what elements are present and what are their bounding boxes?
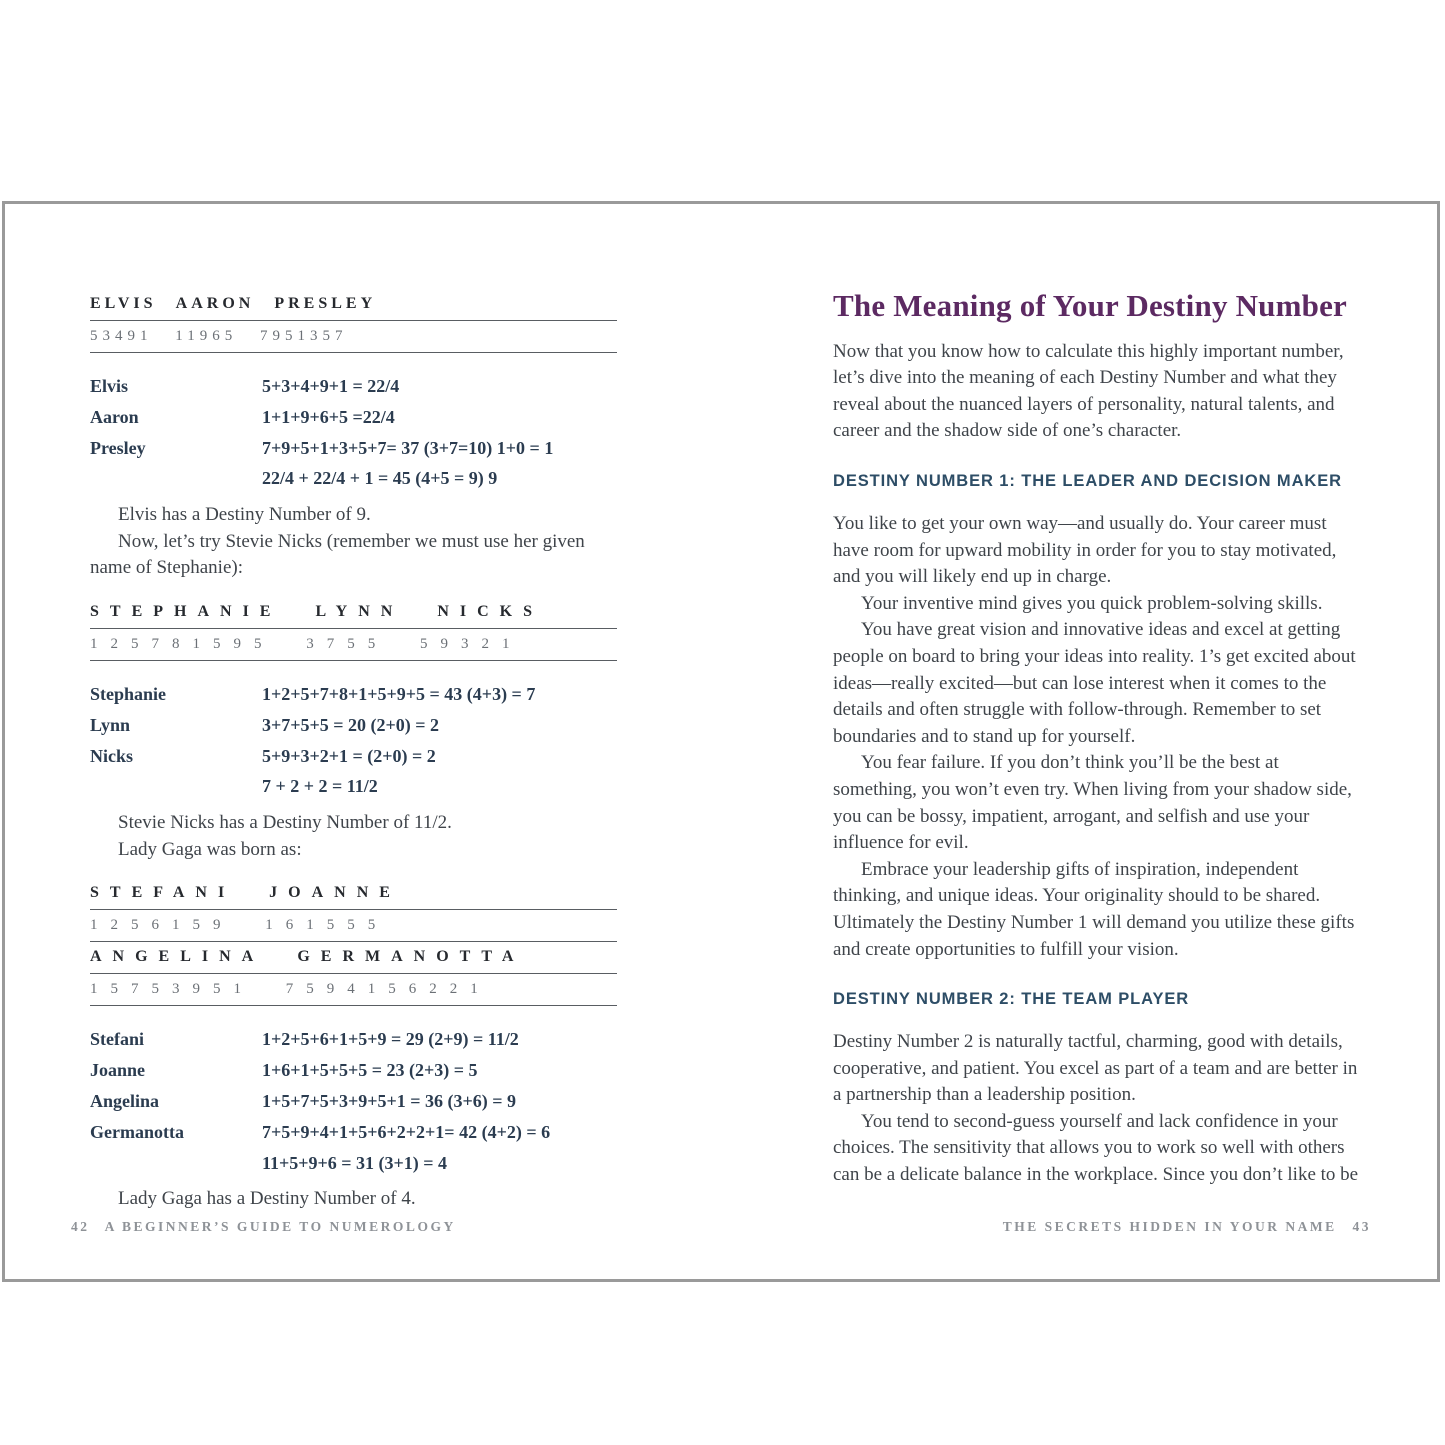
calc-name: Germanotta [90, 1121, 184, 1142]
calc-expression: 7+5+9+4+1+5+6+2+2+1= 42 (4+2) = 6 [262, 1121, 551, 1142]
grid-digits-elvis: 53491 11965 7951357 [90, 321, 617, 353]
calc-row [90, 747, 617, 767]
calc-expression: 1+5+7+5+3+9+5+1 = 36 (3+6) = 9 [262, 1090, 517, 1111]
calc-expression: 5+9+3+2+1 = (2+0) = 2 [262, 745, 436, 766]
grid-letters-angelina: ANGELINA GERMANOTTA [90, 948, 617, 974]
page-number-right: 43 [1352, 1219, 1371, 1234]
calc-name: Aaron [90, 406, 139, 427]
body-paragraph: You fear failure. If you don’t think you’ll be the best at something, you won’t even try. When living from your shadow side, you can be bossy, impatient, arrogant, and selfish and use your influence for evil. [833, 752, 1352, 854]
spacer [90, 582, 617, 603]
letter-number-grid-angelina [90, 948, 617, 1006]
calc-row [90, 469, 617, 489]
calc-row [90, 685, 617, 705]
calc-expression: 3+7+5+5 = 20 (2+0) = 2 [262, 714, 440, 735]
calc-expression: 1+2+5+6+1+5+9 = 29 (2+9) = 11/2 [262, 1029, 519, 1050]
letter-number-grid-elvis [90, 295, 617, 353]
calc-expression: 11+5+9+6 = 31 (3+1) = 4 [262, 1152, 448, 1173]
page-number-left: 42 [71, 1219, 90, 1234]
calc-name: Angelina [90, 1090, 160, 1111]
grid-letters-stefani: STEFANI JOANNE [90, 884, 617, 910]
calc-row [90, 1123, 617, 1143]
calc-expression: 7+9+5+1+3+5+7= 37 (3+7=10) 1+0 = 1 [262, 437, 554, 458]
grid-digits-angelina: 15753951 7594156221 [90, 974, 617, 1006]
calc-row [90, 377, 617, 397]
calc-expression: 1+1+9+6+5 =22/4 [262, 406, 395, 427]
letter-number-grid-stephanie [90, 603, 617, 661]
book-title-running-head: A BEGINNER’S GUIDE TO NUMEROLOGY [104, 1219, 456, 1234]
section-heading-destiny-2: DESTINY NUMBER 2: THE TEAM PLAYER [833, 990, 1190, 1009]
intro-paragraph: Now that you know how to calculate this highly important number, let’s dive into the meaning of each Destiny Number and what they reveal about the nuanced layers of personality, natural talents, and career and the shadow side of one’s character. [833, 340, 1344, 442]
grid-digits-stefani: 1256159 161555 [90, 910, 617, 942]
body-paragraph: Embrace your leadership gifts of inspiration, independent thinking, and unique ideas. Your originality should to be shared. Ultimately the Destiny Number 1 will demand you utilize these gifts and create opportunities to fulfill your vision. [833, 858, 1355, 960]
calc-row [90, 1030, 617, 1050]
calc-expression: 5+3+4+9+1 = 22/4 [262, 376, 400, 396]
body-paragraph: You like to get your own way—and usually do. Your career must have room for upward mobility in order for you to stay motivated, and you will likely end up in charge. [833, 513, 1337, 588]
letter-number-grid-gaga [90, 884, 617, 1006]
chapter-title: The Meaning of Your Destiny Number [833, 288, 1348, 323]
calc-expression: 1+2+5+7+8+1+5+9+5 = 43 (4+3) = 7 [262, 683, 536, 704]
left-page-column [90, 295, 617, 1213]
calc-name [90, 469, 262, 489]
gaga-result-text: Lady Gaga has a Destiny Number of 4. [118, 1188, 416, 1210]
calc-table-gaga [90, 1030, 617, 1173]
calc-expression: 7 + 2 + 2 = 11/2 [262, 776, 378, 797]
calc-expression: 1+6+1+5+5+5 = 23 (2+3) = 5 [262, 1060, 478, 1081]
grid-letters-stephanie: STEPHANIE LYNN NICKS [90, 603, 617, 629]
gaga-intro-text: Lady Gaga was born as: [118, 838, 302, 860]
section-heading-destiny-1: DESTINY NUMBER 1: THE LEADER AND DECISION MAKER [833, 472, 1342, 491]
body-paragraph: You have great vision and innovative ideas and excel at getting people on board to bring your ideas into reality. 1’s get excited about ideas—really excited—but can lose interest when it comes to the details and often struggle with follow-through. Remember to set boundaries and to stand up for yourself. [833, 619, 1356, 747]
calc-row [90, 1092, 617, 1112]
calc-name: Joanne [90, 1060, 146, 1081]
spacer [90, 863, 617, 884]
stevie-intro-text: Now, let’s try Stevie Nicks (remember we must use her given name of Stephanie): [90, 530, 585, 579]
right-page-footer [1003, 1219, 1381, 1235]
calc-name [90, 777, 262, 797]
book-page-spread [2, 201, 1440, 1282]
body-paragraph: Your inventive mind gives you quick problem-solving skills. [861, 592, 1323, 614]
calc-name: Elvis [90, 376, 129, 396]
calc-name: Presley [90, 437, 146, 458]
calc-row [90, 1154, 617, 1174]
calc-name [90, 1154, 262, 1174]
calc-table-elvis [90, 377, 617, 489]
calc-row [90, 1061, 617, 1081]
calc-expression: 22/4 + 22/4 + 1 = 45 (4+5 = 9) 9 [262, 468, 498, 489]
right-page-column [833, 288, 1367, 1189]
calc-table-stephanie [90, 685, 617, 797]
stevie-result-text: Stevie Nicks has a Destiny Number of 11/2. [118, 812, 452, 834]
left-page-footer [61, 1219, 456, 1235]
calc-row [90, 439, 617, 459]
calc-name: Stefani [90, 1029, 144, 1050]
calc-row [90, 716, 617, 736]
elvis-result-text: Elvis has a Destiny Number of 9. [118, 504, 371, 526]
calc-name: Nicks [90, 745, 134, 766]
grid-digits-stephanie: 125781595 3755 59321 [90, 629, 617, 661]
calc-row [90, 408, 617, 428]
chapter-running-head: THE SECRETS HIDDEN IN YOUR NAME [1002, 1219, 1337, 1234]
letter-number-grid-stefani [90, 884, 617, 942]
body-paragraph: Destiny Number 2 is naturally tactful, charming, good with details, cooperative, and patient. You excel as part of a team and are better in a partnership than a leadership position. [833, 1031, 1358, 1106]
body-paragraph: You tend to second-guess yourself and lack confidence in your choices. The sensitivity that allows you to work so well with others can be a delicate balance in the workplace. Since you don’t like to be [833, 1110, 1359, 1186]
grid-letters-elvis: ELVIS AARON PRESLEY [90, 295, 617, 321]
calc-row [90, 777, 617, 797]
calc-name: Lynn [90, 714, 131, 735]
calc-name: Stephanie [90, 683, 167, 704]
